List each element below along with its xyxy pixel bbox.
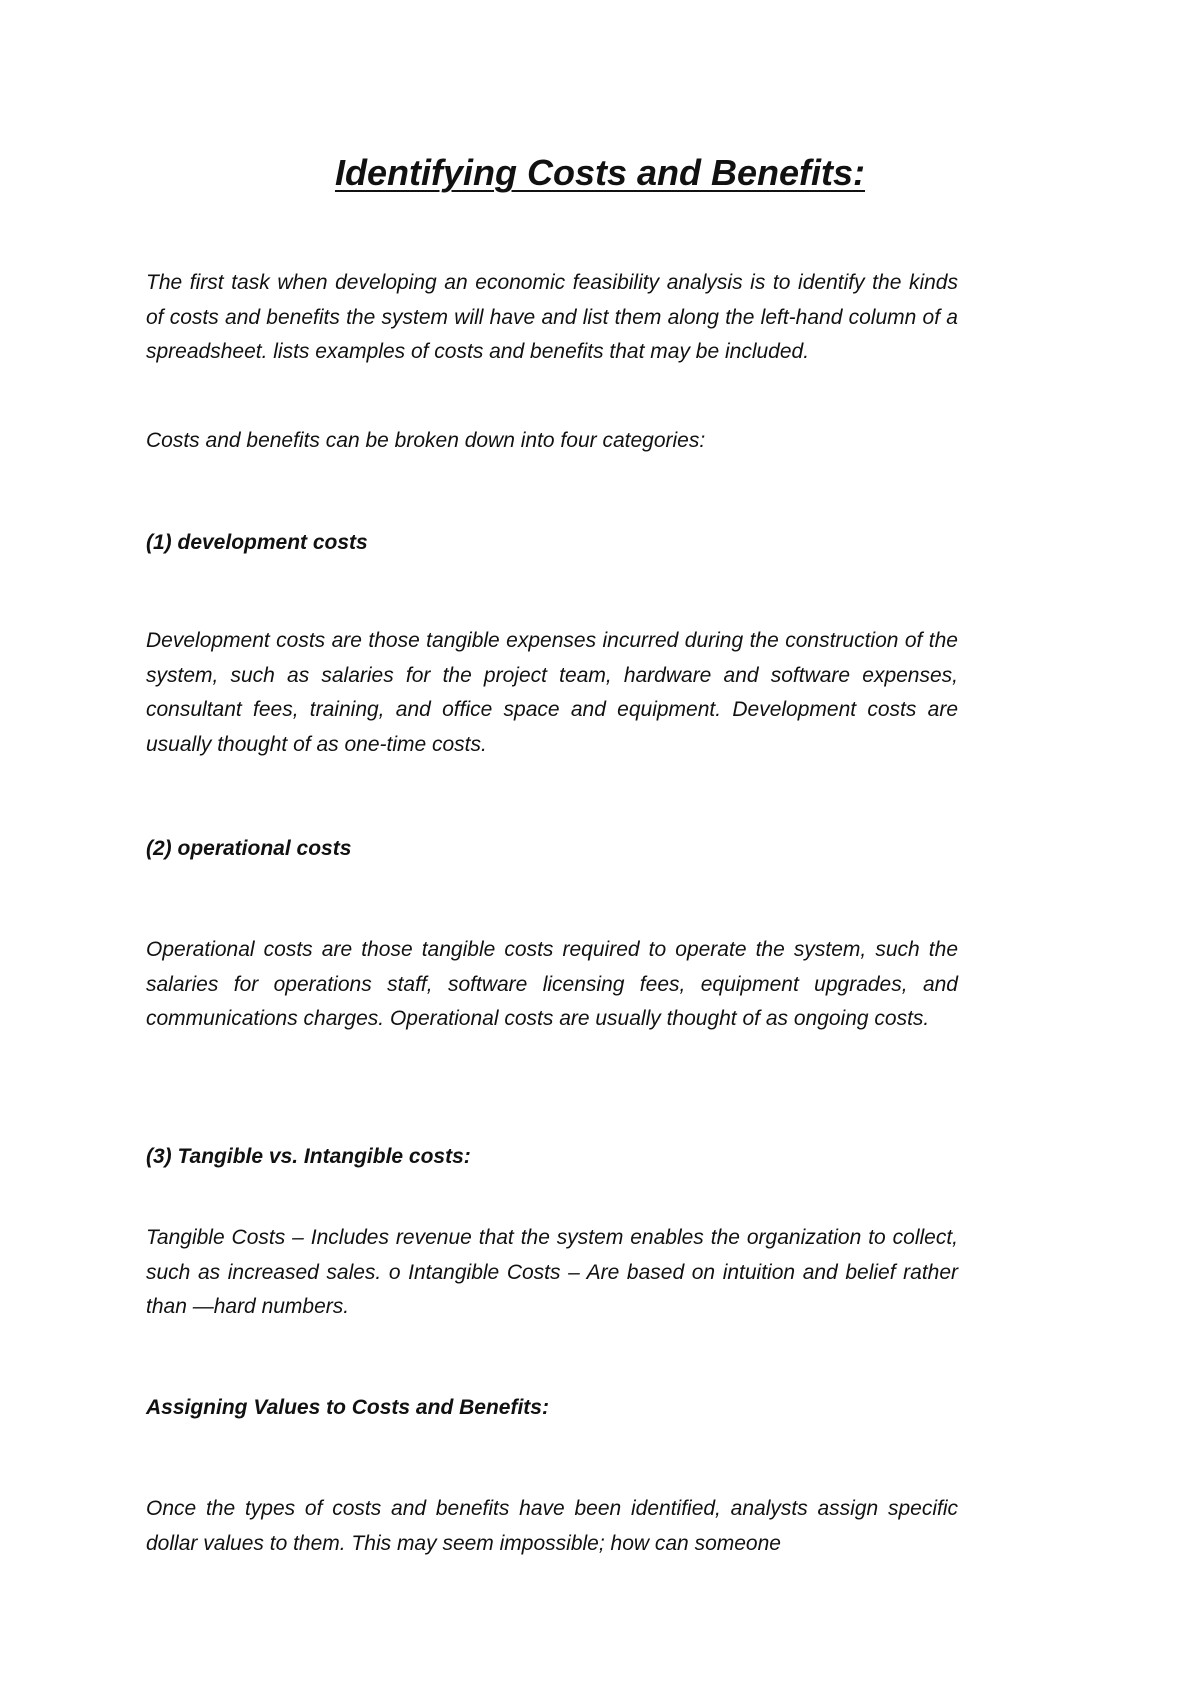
section-heading-development-costs: (1) development costs xyxy=(146,531,368,554)
section-heading-assigning-values: Assigning Values to Costs and Benefits: xyxy=(146,1396,549,1419)
operational-costs-paragraph: Operational costs are those tangible costs required to operate the system, such the salaries for operations staff, software licensing fees, equipment upgrades, and communications charges. Operational costs are usually thought of as ongoing costs. xyxy=(146,938,958,1030)
assigning-values-paragraph: Once the types of costs and benefits have been identified, analysts assign specific dollar values to them. This may seem impossible; how can someone xyxy=(146,1497,958,1555)
categories-intro: Costs and benefits can be broken down into four categories: xyxy=(146,429,706,452)
section-heading-tangible-intangible: (3) Tangible vs. Intangible costs: xyxy=(146,1145,471,1168)
section-heading-operational-costs: (2) operational costs xyxy=(146,837,352,860)
intro-paragraph: The first task when developing an economic feasibility analysis is to identify the kinds of costs and benefits the system will have and list them along the left-hand column of a spreadsheet. lists examples of costs and benefits that may be included. xyxy=(146,271,958,363)
development-costs-paragraph: Development costs are those tangible expenses incurred during the construction of the system, such as salaries for the project team, hardware and software expenses, consultant fees, training, and office space and equipment. Development costs are usually thought of as one-time costs. xyxy=(146,629,958,756)
page-title: Identifying Costs and Benefits: xyxy=(334,152,866,193)
tangible-intangible-paragraph: Tangible Costs – Includes revenue that the system enables the organization to collect, such as increased sales. o Intangible Costs – Are based on intuition and belief rather than ―hard numbers. xyxy=(146,1226,958,1318)
